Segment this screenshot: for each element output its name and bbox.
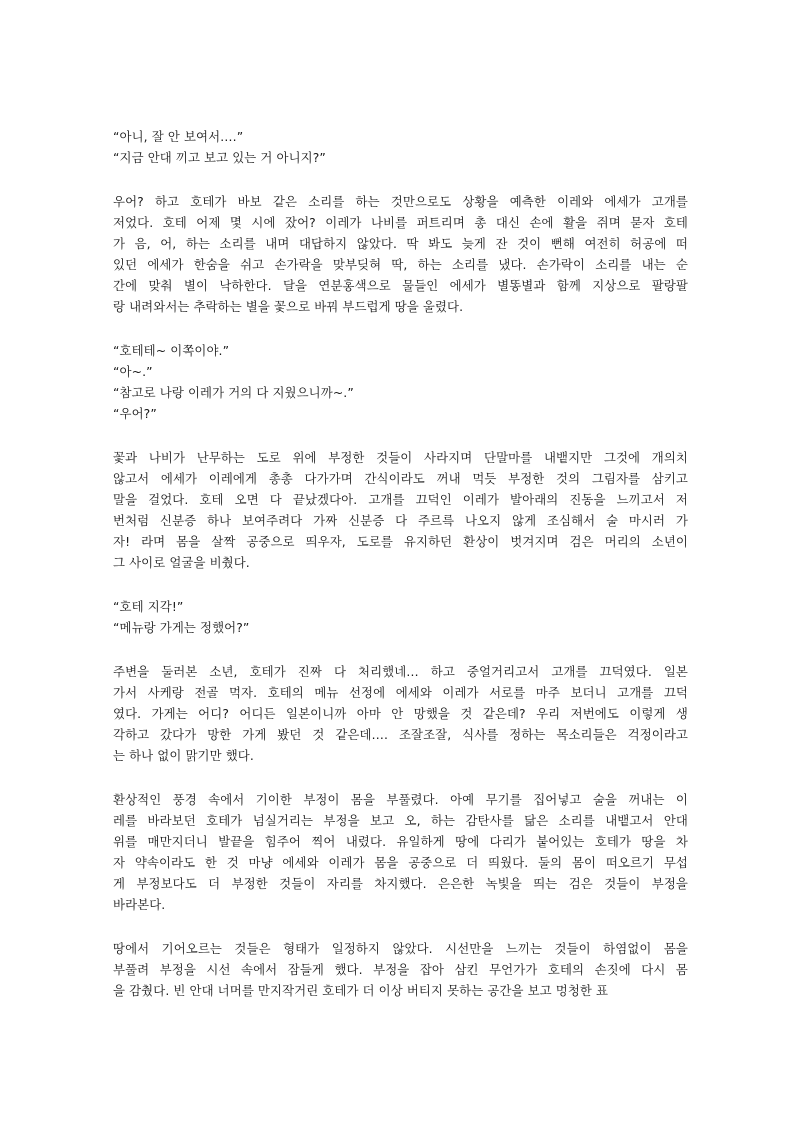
text-line: 게 부정보다도 더 부정한 것들이 자리를 차지했다. 은은한 녹빛을 띄는 검은 것들이 부정을 (113, 876, 688, 891)
text-line: 부풀려 부정을 시선 속에서 잠들게 했다. 부정을 잡아 삼킨 무언가가 호테의 손짓에 다시 몸 (113, 962, 688, 977)
text-line: 환상적인 풍경 속에서 기이한 부정이 몸을 부풀렸다. 아예 무기를 집어넣고 술을 꺼내는 이 (113, 792, 688, 807)
text-line: 말을 걸었다. 호테 오면 다 끝났겠다아. 고개를 끄덕인 이레가 발아래의 진동을 느끼고서 저 (113, 492, 688, 507)
document-page (113, 126, 688, 1024)
text-line: 는 하나 없이 맑기만 했다. (113, 748, 254, 763)
narration-paragraph (113, 191, 688, 317)
text-line: 있던 에세가 한숨을 쉬고 손가락을 맞부딪혀 딱, 하는 소리를 냈다. 손가락이 소리를 내는 순 (113, 257, 688, 272)
text-line: 을 감췄다. 빈 안대 너머를 만지작거린 호테가 더 이상 버티지 못하는 공간을 보고 멍청한 표 (113, 983, 609, 998)
text-line: “지금 안대 끼고 보고 있는 거 아니지?” (113, 150, 326, 165)
text-line: “아~.” (113, 364, 153, 379)
text-line: 가 음, 어, 하는 소리를 내며 대답하지 않았다. 딱 봐도 늦게 잔 것이 뻔해 여전히 허공에 떠 (113, 236, 688, 251)
dialogue-block (113, 126, 688, 168)
text-line: 않고서 에세가 이레에게 총총 다가가며 간식이라도 꺼내 먹듯 부정한 것의 그림자를 삼키고 (113, 471, 688, 486)
text-line: 저었다. 호테 어제 몇 시에 잤어? 이레가 나비를 퍼트리며 총 대신 손에 활을 쥐며 묻자 호테 (113, 215, 688, 230)
narration-paragraph (113, 661, 688, 766)
text-line: 자 약속이라도 한 것 마냥 에세와 이레가 몸을 공중으로 더 띄웠다. 둘의 몸이 떠오르기 무섭 (113, 855, 688, 870)
text-line: “호테테~ 이쪽이야.” (113, 343, 230, 358)
text-line: “참고로 나랑 이레가 거의 다 지웠으니까~.” (113, 385, 354, 400)
narration-paragraph (113, 447, 688, 573)
text-line: 그 사이로 얼굴을 비췄다. (113, 555, 250, 570)
text-line: 레를 바라보던 호테가 넘실거리는 부정을 보고 오, 하는 감탄사를 닮은 소리를 내뱉고서 안대 (113, 813, 688, 828)
text-line: 자! 라며 몸을 살짝 공중으로 띄우자, 도로를 유지하던 환상이 벗겨지며 검은 머리의 소년이 (113, 534, 688, 549)
text-line: 위를 매만지더니 발끝을 힘주어 찍어 내렸다. 유일하게 땅에 다리가 붙어있는 호테가 땅을 차 (113, 834, 688, 849)
dialogue-block (113, 596, 688, 638)
text-line: “호테 지각!” (113, 599, 184, 614)
text-line: 였다. 가게는 어디? 어디든 일본이니까 아마 안 망했을 것 같은데? 우리 저번에도 이렇게 생 (113, 706, 688, 721)
text-line: “아니, 잘 안 보여서….” (113, 129, 244, 144)
text-line: “우어?” (113, 406, 157, 421)
text-line: 각하고 갔다가 망한 가게 봤던 것 같은데…. 조잘조잘, 식사를 정하는 목소리들은 걱정이라고 (113, 727, 688, 742)
text-line: 꽃과 나비가 난무하는 도로 위에 부정한 것들이 사라지며 단말마를 내뱉지만 그것에 개의치 (113, 450, 688, 465)
text-line: 랑 내려와서는 추락하는 별을 꽃으로 바꿔 부드럽게 땅을 울렸다. (113, 299, 464, 314)
narration-paragraph (113, 789, 688, 915)
text-line: 바라본다. (113, 897, 166, 912)
text-line: 번처럼 신분증 하나 보여주려다 가짜 신분증 다 주르륵 나오지 않게 조심해서 술 마시러 가 (113, 513, 688, 528)
text-line: 가서 사케랑 전골 먹자. 호테의 메뉴 선정에 에세와 이레가 서로를 마주 보더니 고개를 끄덕 (113, 685, 688, 700)
dialogue-block (113, 340, 688, 424)
text-line: 땅에서 기어오르는 것들은 형태가 일정하지 않았다. 시선만을 느끼는 것들이 하염없이 몸을 (113, 941, 688, 956)
text-line: 주변을 둘러본 소년, 호테가 진짜 다 처리했네… 하고 중얼거리고서 고개를 끄덕였다. 일본 (113, 664, 688, 679)
text-line: 우어? 하고 호테가 바보 같은 소리를 하는 것만으로도 상황을 예측한 이레와 에세가 고개를 (113, 194, 688, 209)
text-line: 간에 맞춰 별이 낙하한다. 달을 연분홍색으로 물들인 에세가 별똥별과 함께 지상으로 팔랑팔 (113, 278, 688, 293)
text-line: “메뉴랑 가게는 정했어?” (113, 620, 250, 635)
narration-paragraph (113, 938, 688, 1001)
